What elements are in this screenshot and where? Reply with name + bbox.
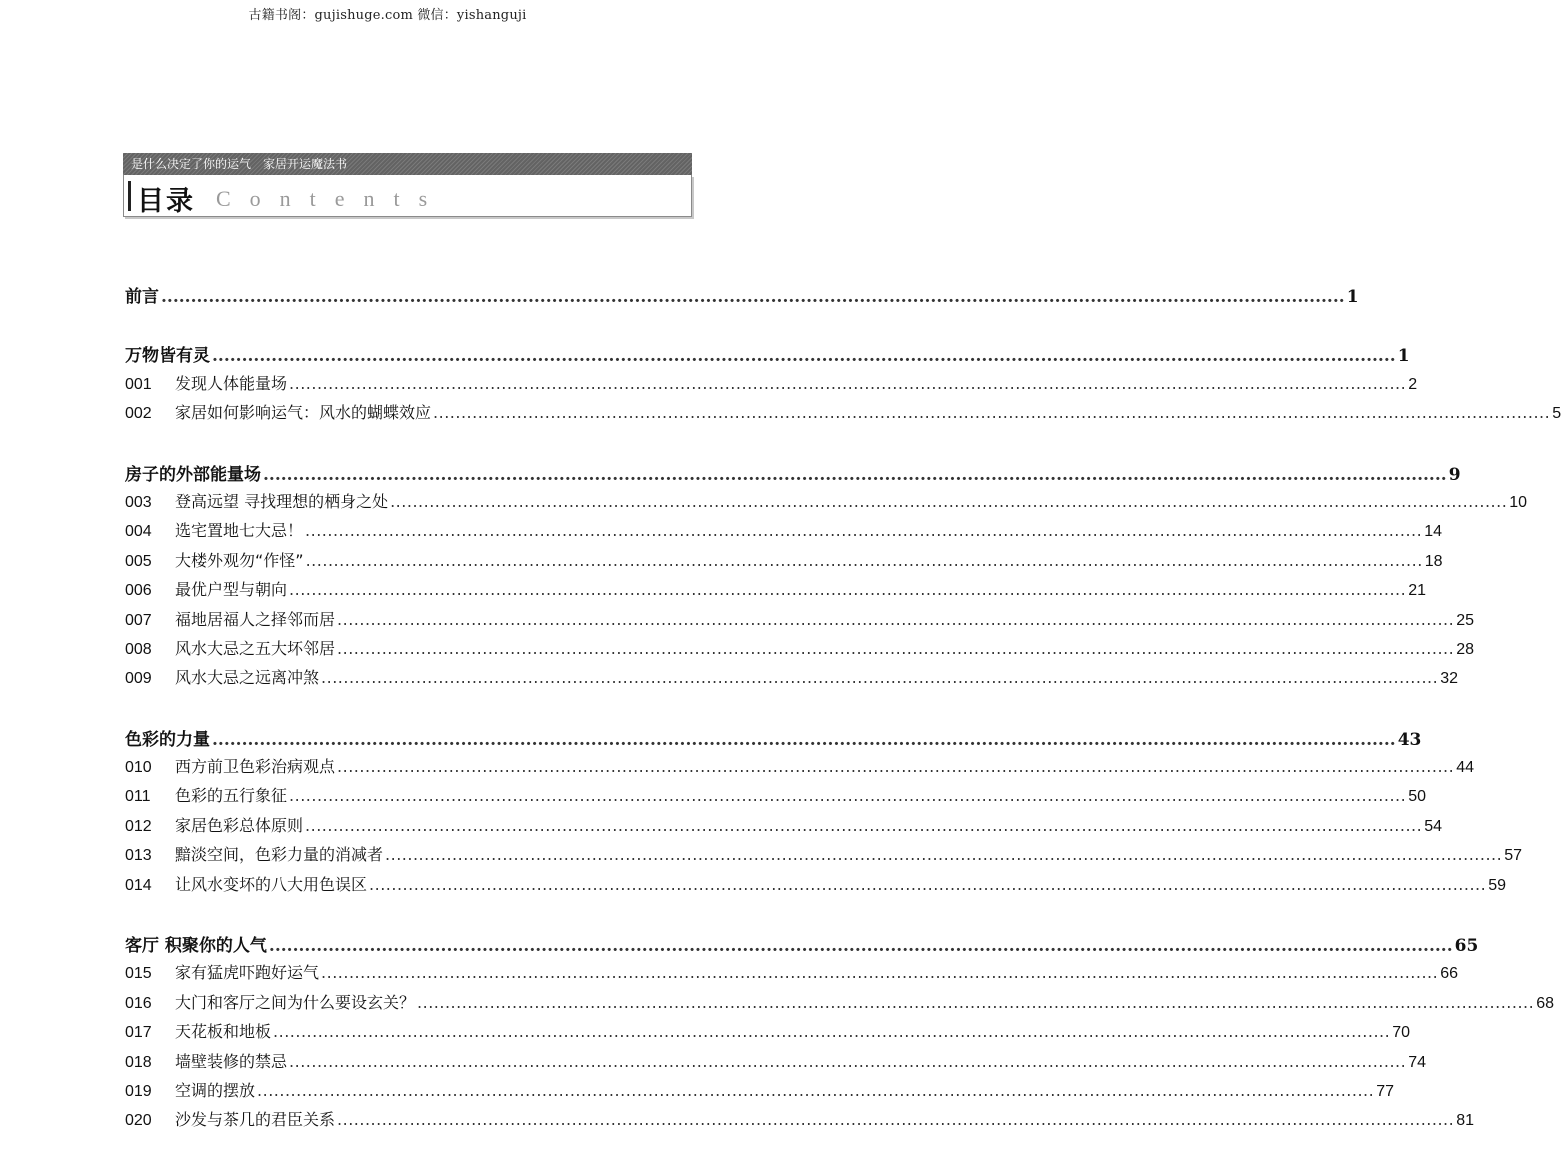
toc-section[interactable] [125, 725, 1422, 754]
entry-number: 015 [125, 965, 152, 983]
leader-dots: ........................................................................................................................................................................................................ [212, 346, 1396, 367]
entry-title: 风水大忌之五大坏邻居 [175, 638, 336, 658]
toc-entry[interactable] [125, 1049, 1426, 1078]
toc-section[interactable] [125, 282, 1359, 311]
header-accent-bar [128, 181, 131, 211]
leader-dots: ........................................................................................................................................................................................................ [257, 1080, 1375, 1100]
leader-dots: ........................................................................................................................................................................................................ [337, 757, 1455, 777]
entry-page: 2 [1408, 375, 1418, 393]
entry-number: 020 [125, 1112, 152, 1130]
toc-entry[interactable] [125, 842, 1522, 871]
entry-title: 天花板和地板 [175, 1022, 272, 1042]
watermark: 古籍书阁：gujishuge.com 微信：yishanguji [248, 8, 527, 23]
entry-number: 017 [125, 1024, 152, 1042]
entry-title: 家居色彩总体原则 [175, 815, 304, 835]
leader-dots: ........................................................................................................................................................................................................ [305, 550, 1423, 570]
toc-entry[interactable] [125, 548, 1443, 577]
leader-dots: ........................................................................................................................................................................................................ [305, 521, 1423, 541]
entry-page: 77 [1376, 1082, 1394, 1100]
leader-dots: ........................................................................................................................................................................................................ [321, 668, 1439, 688]
entry-title: 大门和客厅之间为什么要设玄关？ [175, 992, 416, 1012]
leader-dots: ........................................................................................................................................................................................................ [337, 638, 1455, 658]
toc-entry[interactable] [125, 783, 1426, 812]
leader-dots: ........................................................................................................................................................................................................ [268, 936, 1453, 957]
entry-title: 选宅置地七大忌！ [175, 521, 304, 541]
entry-page: 25 [1456, 611, 1474, 629]
entry-page: 5 [1552, 405, 1561, 423]
entry-number: 009 [125, 670, 152, 688]
entry-title: 风水大忌之远离冲煞 [175, 668, 320, 688]
leader-dots: ........................................................................................................................................................................................................ [289, 786, 1407, 806]
entry-title: 沙发与茶几的君臣关系 [175, 1110, 336, 1130]
toc-entry[interactable] [125, 754, 1474, 783]
entry-title: 空调的摆放 [175, 1080, 256, 1100]
leader-dots: ........................................................................................................................................................................................................ [273, 1022, 1391, 1042]
entry-number: 003 [125, 493, 152, 511]
entry-number: 019 [125, 1082, 152, 1100]
entry-page: 32 [1440, 670, 1458, 688]
entry-number: 012 [125, 817, 152, 835]
toc-entry[interactable] [125, 872, 1506, 901]
toc-section[interactable] [125, 931, 1479, 960]
entry-number: 016 [125, 994, 152, 1012]
section-title: 色彩的力量 [125, 729, 210, 750]
page-subtitle: Contents [216, 186, 447, 211]
section-title: 万物皆有灵 [125, 346, 210, 367]
entry-number: 018 [125, 1053, 152, 1071]
entry-title: 家居如何影响运气：风水的蝴蝶效应 [175, 403, 432, 423]
entry-page: 66 [1440, 965, 1458, 983]
entry-number: 010 [125, 759, 152, 777]
entry-page: 70 [1392, 1024, 1410, 1042]
entry-page: 28 [1456, 640, 1474, 658]
book-title: 家居开运魔法书 [263, 157, 348, 171]
leader-dots: ........................................................................................................................................................................................................ [212, 729, 1396, 750]
leader-dots: ........................................................................................................................................................................................................ [390, 491, 1508, 511]
toc-entry[interactable] [125, 636, 1474, 665]
entry-page: 10 [1509, 493, 1528, 511]
leader-dots: ........................................................................................................................................................................................................ [337, 609, 1455, 629]
toc-entry[interactable] [125, 577, 1426, 606]
entry-number: 004 [125, 523, 152, 541]
entry-number: 005 [125, 552, 152, 570]
entry-number: 008 [125, 640, 152, 658]
section-page: 43 [1397, 729, 1422, 750]
entry-title: 黯淡空间，色彩力量的消减者 [175, 845, 384, 865]
entry-title: 最优户型与朝向 [175, 580, 288, 600]
entry-number: 011 [125, 788, 151, 806]
leader-dots: ........................................................................................................................................................................................................ [161, 287, 1345, 307]
entry-number: 001 [125, 375, 152, 393]
leader-dots: ........................................................................................................................................................................................................ [369, 874, 1487, 894]
leader-dots: ........................................................................................................................................................................................................ [337, 1110, 1455, 1130]
entry-number: 007 [125, 611, 152, 629]
entry-page: 54 [1424, 817, 1442, 835]
toc-section[interactable] [125, 460, 1461, 489]
entry-page: 59 [1488, 876, 1506, 894]
contents-header [123, 175, 692, 217]
toc-entry[interactable] [125, 813, 1442, 842]
entry-title: 西方前卫色彩治病观点 [175, 757, 336, 777]
leader-dots: ........................................................................................................................................................................................................ [305, 815, 1423, 835]
leader-dots: ........................................................................................................................................................................................................ [289, 373, 1407, 393]
toc-entry[interactable] [125, 990, 1554, 1019]
section-page: 1 [1346, 287, 1359, 307]
page-title: 目录 [137, 186, 195, 217]
toc-entry[interactable] [125, 960, 1458, 989]
section-page: 1 [1397, 346, 1410, 367]
toc-entry[interactable] [125, 607, 1474, 636]
toc-entry[interactable] [125, 665, 1458, 694]
entry-number: 006 [125, 582, 152, 600]
toc-entry[interactable] [125, 518, 1442, 547]
entry-title: 墙壁装修的禁忌 [175, 1051, 288, 1071]
section-title: 前言 [125, 287, 159, 307]
entry-number: 002 [125, 405, 152, 423]
leader-dots: ........................................................................................................................................................................................................ [417, 992, 1535, 1012]
entry-page: 74 [1408, 1053, 1426, 1071]
toc-entry[interactable] [125, 400, 1561, 429]
entry-title: 让风水变坏的八大用色误区 [175, 874, 368, 894]
leader-dots: ........................................................................................................................................................................................................ [289, 1051, 1407, 1071]
entry-title: 发现人体能量场 [175, 373, 288, 393]
toc-section[interactable] [125, 341, 1410, 370]
section-page: 65 [1454, 936, 1479, 957]
entry-page: 44 [1456, 759, 1474, 777]
header-banner [123, 153, 692, 175]
entry-page: 18 [1424, 552, 1443, 570]
entry-title: 登高远望 寻找理想的栖身之处 [175, 491, 389, 511]
entry-page: 57 [1504, 847, 1522, 865]
entry-title: 大楼外观勿“作怪” [175, 550, 304, 570]
section-title: 客厅 积聚你的人气 [125, 936, 267, 957]
entry-page: 68 [1536, 994, 1554, 1012]
toc-entry[interactable] [125, 371, 1418, 400]
leader-dots: ........................................................................................................................................................................................................ [385, 845, 1503, 865]
toc-entry[interactable] [125, 1019, 1410, 1048]
section-title: 房子的外部能量场 [125, 464, 261, 485]
entry-title: 色彩的五行象征 [175, 786, 288, 806]
series-title: 是什么决定了你的运气 [131, 157, 252, 171]
toc-entry[interactable] [125, 1078, 1394, 1107]
entry-page: 50 [1408, 788, 1426, 806]
entry-page: 81 [1456, 1112, 1474, 1130]
leader-dots: ........................................................................................................................................................................................................ [433, 403, 1551, 423]
entry-page: 14 [1424, 523, 1442, 541]
toc-entry[interactable] [125, 1107, 1474, 1136]
entry-title: 家有猛虎吓跑好运气 [175, 963, 320, 983]
entry-number: 013 [125, 847, 152, 865]
entry-page: 21 [1408, 582, 1426, 600]
leader-dots: ........................................................................................................................................................................................................ [263, 464, 1447, 485]
table-of-contents [125, 282, 1561, 1137]
entry-title: 福地居福人之择邻而居 [175, 609, 336, 629]
leader-dots: ........................................................................................................................................................................................................ [289, 580, 1407, 600]
section-page: 9 [1448, 464, 1461, 485]
toc-entry[interactable] [125, 489, 1528, 518]
entry-number: 014 [125, 876, 152, 894]
leader-dots: ........................................................................................................................................................................................................ [321, 963, 1439, 983]
